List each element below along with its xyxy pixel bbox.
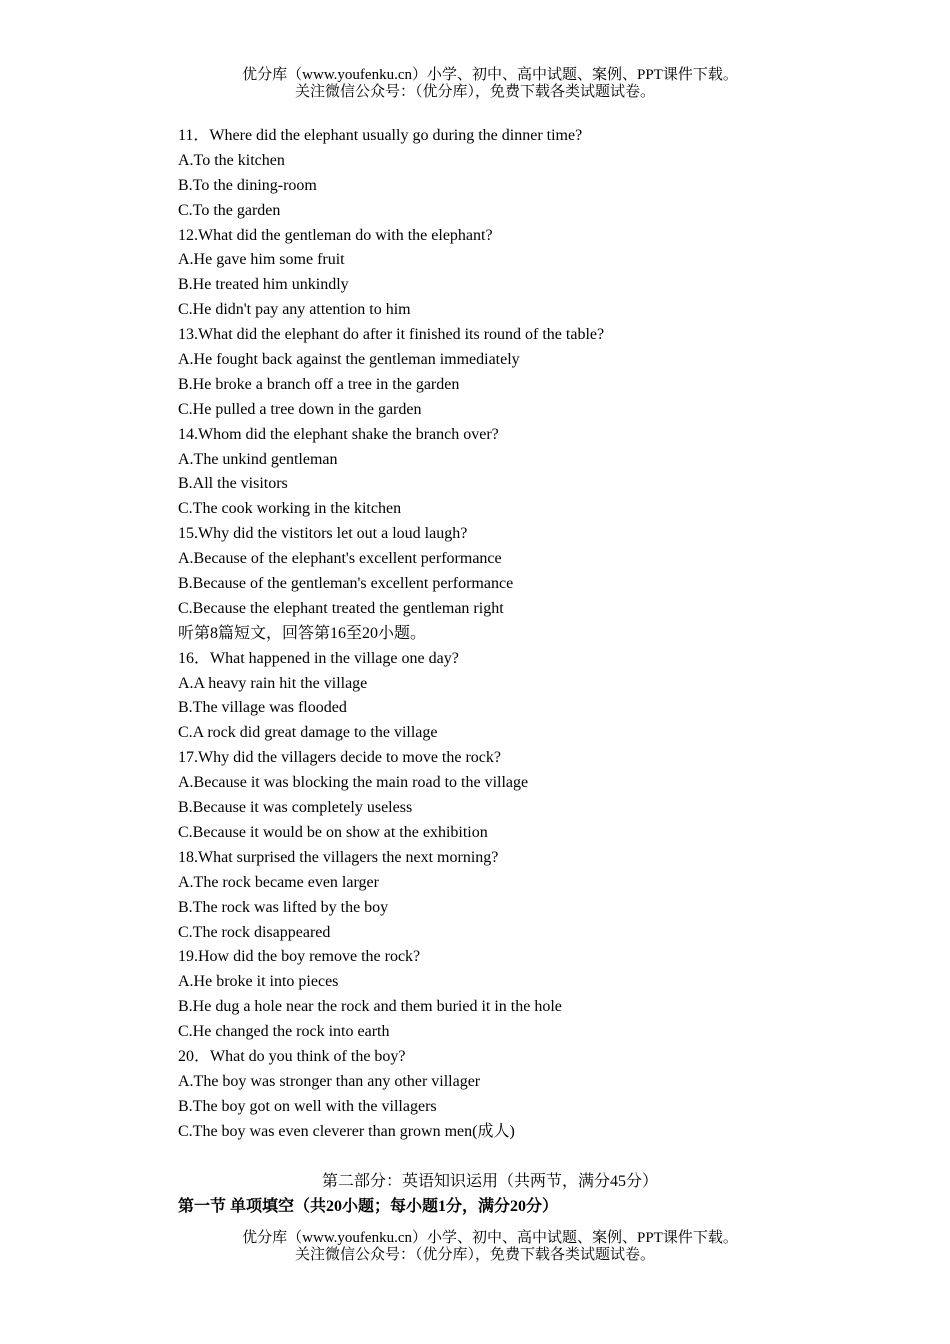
question-13: 13.What did the elephant do after it finished its round of the table? — [178, 326, 605, 344]
question-19: 19.How did the boy remove the rock? — [178, 948, 421, 966]
option-15a: A.Because of the elephant's excellent performance — [178, 550, 502, 568]
option-13a: A.He fought back against the gentleman immediately — [178, 351, 520, 369]
option-17c: C.Because it would be on show at the exhibition — [178, 823, 488, 841]
option-16a: A.A heavy rain hit the village — [178, 674, 368, 692]
option-14b: B.All the visitors — [178, 475, 288, 493]
footer-line-1: 优分库（www.youfenku.cn）小学、初中、高中试题、案例、PPT课件下载。 — [242, 1230, 738, 1246]
option-13b: B.He broke a branch off a tree in the garden — [178, 375, 460, 393]
option-13c: C.He pulled a tree down in the garden — [178, 400, 422, 418]
listening-instruction: 听第8篇短文，回答第16至20小题。 — [178, 624, 427, 642]
option-19c: C.He changed the rock into earth — [178, 1023, 390, 1041]
option-14c: C.The cook working in the kitchen — [178, 500, 402, 518]
question-15: 15.Why did the vistitors let out a loud laugh? — [178, 525, 468, 543]
option-16c: C.A rock did great damage to the village — [178, 724, 438, 742]
option-11a: A.To the kitchen — [178, 151, 285, 169]
option-19b: B.He dug a hole near the rock and them buried it in the hole — [178, 998, 562, 1016]
option-20c: C.The boy was even cleverer than grown men(成人) — [178, 1122, 515, 1140]
footer-line-2: 关注微信公众号：（优分库），免费下载各类试题试卷。 — [294, 1247, 655, 1263]
option-15c: C.Because the elephant treated the gentleman right — [178, 599, 504, 617]
option-20b: B.The boy got on well with the villagers — [178, 1097, 437, 1115]
option-15b: B.Because of the gentleman's excellent performance — [178, 575, 514, 593]
option-16b: B.The village was flooded — [178, 699, 347, 717]
question-17: 17.Why did the villagers decide to move the rock? — [178, 749, 502, 767]
option-11c: C.To the garden — [178, 201, 281, 219]
question-11: 11．Where did the elephant usually go during the dinner time? — [178, 127, 583, 144]
option-18b: B.The rock was lifted by the boy — [178, 898, 389, 916]
header-line-2: 关注微信公众号：（优分库），免费下载各类试题试卷。 — [294, 84, 655, 100]
question-20: 20．What do you think of the boy? — [178, 1047, 406, 1065]
option-20a: A.The boy was stronger than any other villager — [178, 1072, 481, 1090]
question-18: 18.What surprised the villagers the next morning? — [178, 848, 499, 866]
option-17b: B.Because it was completely useless — [178, 799, 413, 817]
option-18c: C.The rock disappeared — [178, 923, 331, 941]
option-14a: A.The unkind gentleman — [178, 450, 338, 468]
question-list — [178, 124, 798, 1145]
page-footer — [0, 1230, 950, 1264]
option-12b: B.He treated him unkindly — [178, 276, 349, 294]
option-12a: A.He gave him some fruit — [178, 251, 345, 269]
option-11b: B.To the dining-room — [178, 176, 317, 194]
option-19a: A.He broke it into pieces — [178, 973, 339, 991]
part-two-title: 第二部分：英语知识运用（共两节，满分45分） — [321, 1173, 658, 1190]
header-line-1: 优分库（www.youfenku.cn）小学、初中、高中试题、案例、PPT课件下载。 — [242, 67, 738, 83]
question-16: 16．What happened in the village one day? — [178, 649, 459, 667]
page-header — [0, 67, 950, 101]
question-12: 12.What did the gentleman do with the elephant? — [178, 226, 493, 244]
option-18a: A.The rock became even larger — [178, 873, 379, 891]
option-17a: A.Because it was blocking the main road to the village — [178, 774, 529, 792]
question-14: 14.Whom did the elephant shake the branch over? — [178, 425, 499, 443]
option-12c: C.He didn't pay any attention to him — [178, 301, 411, 319]
section-one-title: 第一节 单项填空（共20小题；每小题1分，满分20分） — [178, 1198, 559, 1215]
